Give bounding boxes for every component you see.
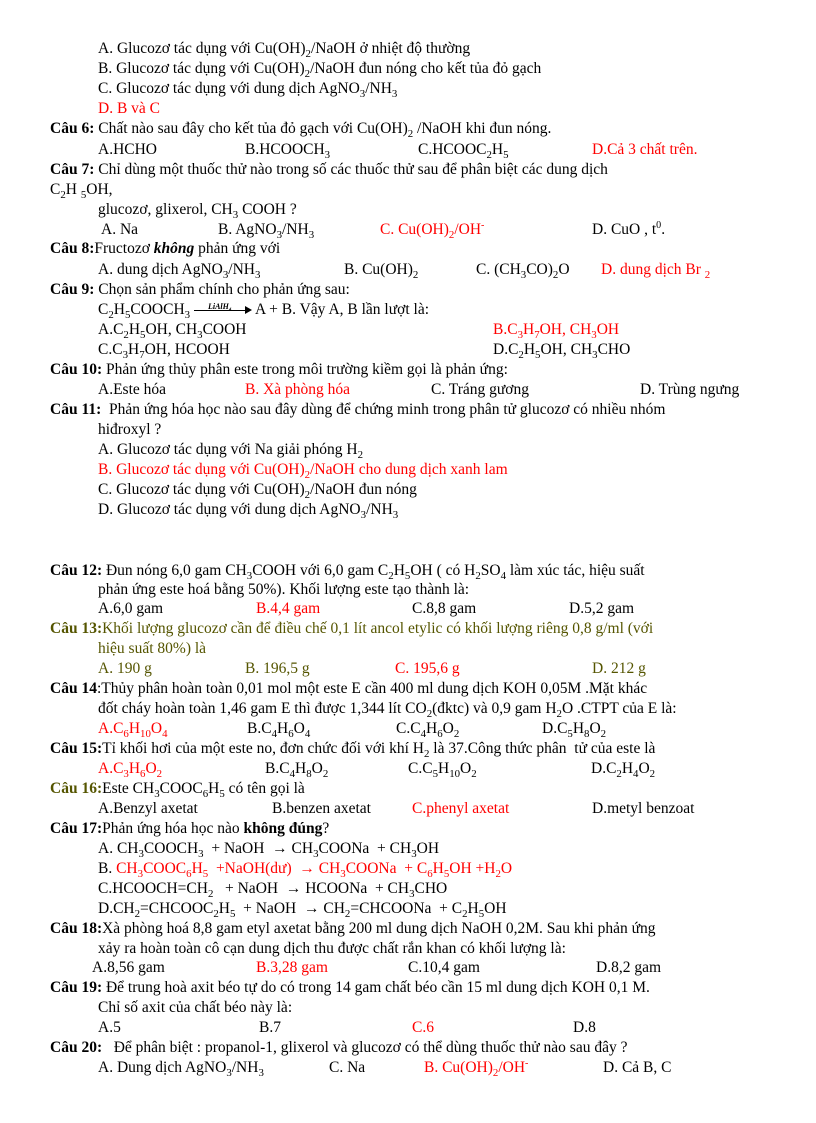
text-line: B. $Cu(OH)_2/OH^-$ bbox=[424, 1058, 529, 1079]
text-line: D. Cả B, C bbox=[603, 1059, 672, 1076]
text-line: C. Glucozơ tác dụng với dung dịch $AgNO_3/NH_3$ bbox=[98, 80, 398, 100]
text-line: B. Glucozơ tác dụng với $Cu(OH)_2$/NaOH đun nóng cho kết tủa đỏ gạch bbox=[98, 60, 542, 80]
text-line: D. dung dịch Br $_2$ bbox=[601, 261, 711, 281]
text-line: $B.C_3H_7OH$, $CH_3OH$ bbox=[493, 321, 620, 341]
text-line: C. Glucozơ tác dụng với $Cu(OH)_2$/NaOH đun nóng bbox=[98, 481, 417, 501]
text-line: Câu 15:Tỉ khối hơi của một este no, đơn chức đối với khí $H_2$ là 37.Công thức phân tử của este là bbox=[50, 740, 656, 760]
text-line: $D.C_2H_5OH$, $CH_3CHO$ bbox=[493, 341, 631, 361]
text-line: A. 190 g bbox=[98, 660, 152, 677]
text-line: A. Glucozơ tác dụng với Na giải phóng $H_2$ bbox=[98, 441, 364, 461]
text-line: $C_2H_5COOCH_3$ LiAlH₄ A + B. Vậy A, B lần lượt là: bbox=[98, 301, 429, 321]
text-line: Câu 18:Xà phòng hoá 8,8 gam etyl axetat bằng 200 ml dung dịch NaOH 0,2M. Sau khi phản ứng bbox=[50, 920, 656, 937]
text-line: Câu 9: Chọn sản phẩm chính cho phản ứng sau: bbox=[50, 281, 350, 298]
text-line: $A.C_2H_5OH$, $CH_3COOH$ bbox=[98, 321, 247, 341]
text-line: $B.HCOOCH_3$ bbox=[245, 141, 331, 161]
text-line: Câu 6: Chất nào sau đây cho kết tủa đỏ gạch với $Cu(OH)_2$ /NaOH khi đun nóng. bbox=[50, 120, 552, 140]
text-line: D.5,2 gam bbox=[569, 600, 635, 617]
text-line: A. dung dịch $AgNO_3/NH_3$ bbox=[98, 261, 261, 281]
text-line: Câu 17:Phản ứng hóa học nào không đúng? bbox=[50, 820, 330, 837]
text-line: đốt cháy hoàn toàn 1,46 gam E thì được 1,344 lít $CO_2(đktc)$ và 0,9 gam $H_2O$ .CTPT của E là: bbox=[98, 700, 677, 720]
text-line: A.HCHO bbox=[98, 141, 157, 158]
text-line: D. B và C bbox=[98, 100, 160, 117]
text-line: Câu 16:Este $CH_3COOC_6H_5$ có tên gọi là bbox=[50, 780, 305, 800]
text-line: B. $Cu(OH)_2$ bbox=[344, 261, 419, 281]
text-line: $A.C_6H_{10}O_4$ bbox=[98, 720, 168, 740]
text-line: $D.C_5H_8O_2$ bbox=[542, 720, 607, 740]
text-line: $C.HCOOCH=CH_2$ + NaOH → HCOONa + $CH_3CHO$ bbox=[98, 880, 448, 900]
text-line: C.phenyl axetat bbox=[412, 800, 510, 817]
text-line: Câu 14:Thủy phân hoàn toàn 0,01 mol một este E cần 400 ml dung dịch KOH 0,05M .Mặt khác bbox=[50, 680, 648, 697]
text-line: C. 195,6 g bbox=[395, 660, 460, 677]
text-line: D.8,2 gam bbox=[596, 959, 662, 976]
text-line: Câu 19: Để trung hoà axit béo tự do có trong 14 gam chất béo cần 15 ml dung dịch KOH 0,1 M. bbox=[50, 979, 650, 996]
text-line: $D.CH_2=CHCOOC_2H_5$ + NaOH → $CH_2=CHCOONa + C_2H_5OH$ bbox=[98, 900, 507, 920]
text-line: C.6 bbox=[412, 1019, 434, 1036]
text-line: C.8,8 gam bbox=[412, 600, 477, 617]
text-line: Câu 12: Đun nóng 6,0 gam $CH_3COOH$ với 6,0 gam $C_2H_5OH$ ( có $H_2SO_4$ làm xúc tác, hiệu suất bbox=[50, 562, 645, 582]
text-line: C. $Cu(OH)_2/OH^-$ bbox=[380, 220, 485, 241]
text-line: C. Tráng gương bbox=[431, 381, 529, 398]
text-line: D. 212 g bbox=[592, 660, 646, 677]
text-line: $C.C_4H_6O_2$ bbox=[396, 720, 460, 740]
text-line: $B.C_4H_8O_2$ bbox=[265, 760, 329, 780]
text-line: D.Cả 3 chất trên. bbox=[592, 141, 698, 158]
text-line: $C.C_3H_7OH$, HCOOH bbox=[98, 341, 230, 361]
text-line: hiệu suất 80%) là bbox=[98, 640, 207, 657]
text-line: Câu 10: Phản ứng thủy phân este trong môi trường kiềm gọi là phản ứng: bbox=[50, 361, 508, 378]
text-line: B.3,28 gam bbox=[256, 959, 328, 976]
text-line: A. $CH_3COOCH_3$ + NaOH → $CH_3COONa + CH_3OH$ bbox=[98, 840, 440, 860]
text-line: $D.C_2H_4O_2$ bbox=[591, 760, 656, 780]
text-line: B.benzen axetat bbox=[272, 800, 371, 817]
text-line: xảy ra hoàn toàn cô cạn dung dịch thu được chất rắn khan có khối lượng là: bbox=[98, 940, 566, 957]
text-line: Câu 7: Chỉ dùng một thuốc thử nào trong số các thuốc thử sau để phân biệt các dung dịch bbox=[50, 161, 608, 178]
text-line: A.5 bbox=[98, 1019, 121, 1036]
text-line: A.6,0 gam bbox=[98, 600, 164, 617]
text-line: D. Glucozơ tác dụng với dung dịch $AgNO_3/NH_3$ bbox=[98, 501, 399, 521]
text-line: A.8,56 gam bbox=[92, 959, 165, 976]
text-line: $C.HCOOC_2H_5$ bbox=[418, 141, 509, 161]
text-line: phản ứng este hoá bằng 50%). Khối lượng este tạo thành là: bbox=[98, 581, 470, 598]
text-line: Câu 11: Phản ứng hóa học nào sau đây dùng để chứng minh trong phân tử glucozơ có nhiều nhóm bbox=[50, 401, 666, 418]
text-line: B. $CH_3COOC_6H_5$ +NaOH(dư) → $CH_3COONa + C_6H_5OH +H_2O$ bbox=[98, 860, 513, 880]
text-line: B. Glucozơ tác dụng với $Cu(OH)_2$/NaOH cho dung dịch xanh lam bbox=[98, 461, 508, 481]
text-line: C. $(CH_3CO)_2O$ bbox=[476, 261, 570, 281]
text-line: A. Dung dịch $AgNO_3/NH_3$ bbox=[98, 1059, 264, 1079]
text-line: C. Na bbox=[329, 1059, 366, 1076]
text-line: B. 196,5 g bbox=[245, 660, 310, 677]
text-line: D.8 bbox=[573, 1019, 596, 1036]
text-line: D. CuO , $t^0$. bbox=[592, 220, 666, 238]
text-line: B. Xà phòng hóa bbox=[245, 381, 351, 398]
text-line: C.10,4 gam bbox=[408, 959, 480, 976]
text-line: B.7 bbox=[259, 1019, 281, 1036]
text-line: A.Benzyl axetat bbox=[98, 800, 198, 817]
text-line: hiđroxyl ? bbox=[98, 421, 162, 438]
text-line: A. Na bbox=[101, 221, 139, 238]
text-line: $B.C_4H_6O_4$ bbox=[247, 720, 311, 740]
text-line: B.4,4 gam bbox=[256, 600, 321, 617]
text-line: glucozơ, glixerol, $CH_3$ COOH ? bbox=[98, 201, 297, 221]
text-line: D.metyl benzoat bbox=[592, 800, 695, 817]
text-line: Chỉ số axit của chất béo này là: bbox=[98, 999, 293, 1016]
text-line: A. Glucozơ tác dụng với $Cu(OH)_2$/NaOH ở nhiệt độ thường bbox=[98, 40, 471, 60]
text-line: Câu 8:Fructozơ không phản ứng với bbox=[50, 240, 281, 257]
text-line: $A.C_3H_6O_2$ bbox=[98, 760, 163, 780]
text-line: Câu 20: Để phân biệt : propanol-1, glixerol và glucozơ có thể dùng thuốc thử nào sau đây ? bbox=[50, 1039, 628, 1056]
text-line: B. $AgNO_3/NH_3$ bbox=[218, 221, 315, 241]
text-line: D. Trùng ngưng bbox=[640, 381, 740, 398]
text-line: Câu 13:Khối lượng glucozơ cần để điều chế 0,1 lít ancol etylic có khối lượng riêng 0,8 g/ml (với bbox=[50, 620, 654, 637]
text-line: $C.C_5H_{10}O_2$ bbox=[408, 760, 477, 780]
text-line: $C_2H$ $_5$OH, bbox=[50, 181, 113, 201]
text-line: A.Este hóa bbox=[98, 381, 167, 398]
